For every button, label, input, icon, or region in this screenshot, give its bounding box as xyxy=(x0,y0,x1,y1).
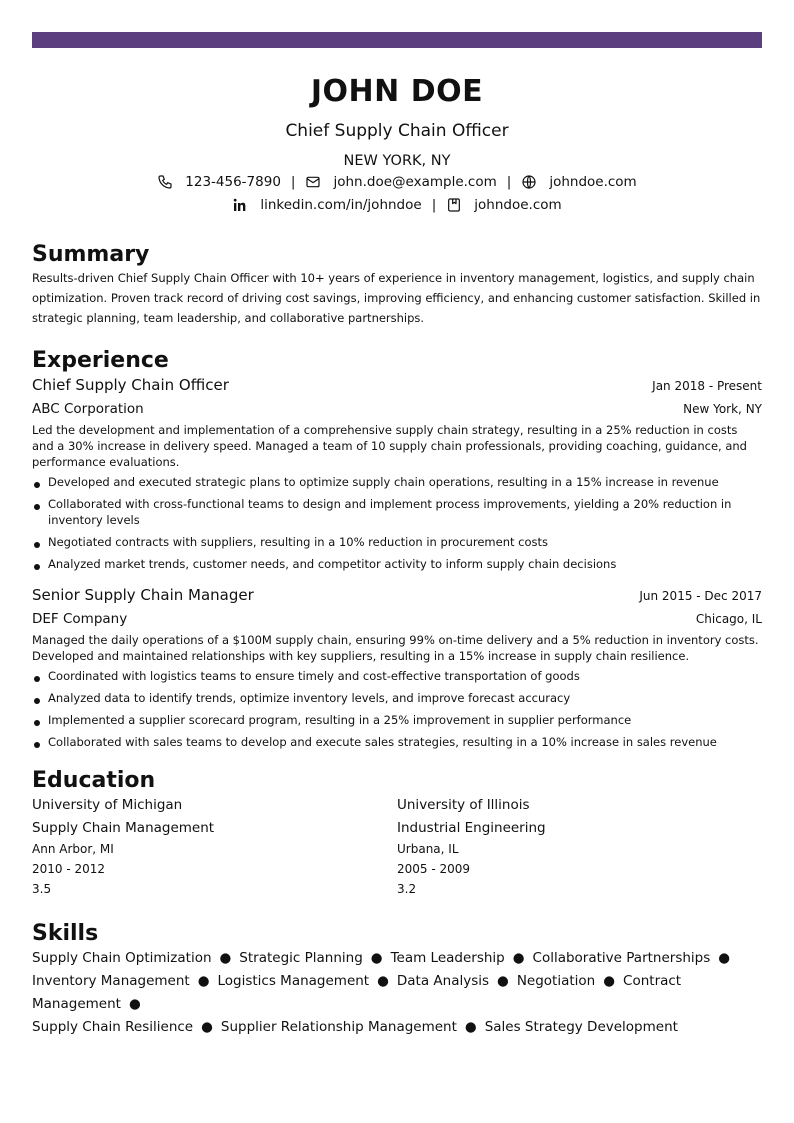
skill-item: Collaborative Partnerships xyxy=(532,950,711,966)
bullet-separator: ● xyxy=(377,973,389,989)
list-item: Coordinated with logistics teams to ensure timely and cost-effective transportation of goods xyxy=(32,668,762,684)
education-years: 2010 - 2012 xyxy=(32,862,106,876)
skill-item: Supplier Relationship Management xyxy=(220,1019,457,1035)
job-description: Led the development and implementation of a comprehensive supply chain strategy, resulting in a 25% reduction in costs and a 30% increase in delivery speed. Managed a team of 10 supply chain professionals, providing coaching, guidance, and performance evaluations. xyxy=(32,423,747,469)
candidate-name: JOHN DOE xyxy=(310,74,484,109)
school-name: University of Illinois xyxy=(397,797,530,813)
list-item: Analyzed data to identify trends, optimize inventory levels, and improve forecast accuracy xyxy=(32,690,762,706)
job-description: Managed the daily operations of a $100M supply chain, ensuring 99% on-time delivery and a 5% reduction in inventory costs. Developed and maintained relationships with key suppliers, resulting in a 15% increase in supply chain resilience. xyxy=(32,633,759,663)
job-entry xyxy=(32,374,762,572)
phone-icon xyxy=(157,174,173,190)
school-name: University of Michigan xyxy=(32,797,183,813)
skill-item: Supply Chain Resilience xyxy=(32,1019,194,1035)
school-location: Ann Arbor, MI xyxy=(32,842,114,856)
mail-icon xyxy=(305,174,321,190)
globe-icon xyxy=(521,174,537,190)
job-company: DEF Company xyxy=(32,611,128,627)
job-entry xyxy=(32,584,762,750)
skill-item: Logistics Management xyxy=(217,973,370,989)
candidate-location: NEW YORK, NY xyxy=(343,153,451,169)
job-dates: Jan 2018 - Present xyxy=(652,379,762,393)
linkedin-link[interactable]: linkedin.com/in/johndoe xyxy=(260,196,422,213)
email-link[interactable]: john.doe@example.com xyxy=(333,173,497,190)
gpa: 3.2 xyxy=(397,882,417,896)
education-heading: Education xyxy=(32,768,156,793)
website-link[interactable]: johndoe.com xyxy=(549,173,637,190)
bullet-separator: ● xyxy=(219,950,232,966)
list-item: Collaborated with cross-functional teams to design and implement process improvements, yielding a 20% reduction in inventory levels xyxy=(32,496,762,528)
bullet-separator: ● xyxy=(718,950,731,966)
job-title: Chief Supply Chain Officer xyxy=(32,376,229,394)
list-item: Developed and executed strategic plans to optimize supply chain operations, resulting in a 15% increase in revenue xyxy=(32,474,762,490)
skill-item: Sales Strategy Development xyxy=(484,1019,678,1035)
skill-item: Data Analysis xyxy=(396,973,490,989)
separator: | xyxy=(506,173,512,190)
degree: Supply Chain Management xyxy=(32,820,215,836)
degree: Industrial Engineering xyxy=(397,820,546,836)
candidate-role: Chief Supply Chain Officer xyxy=(285,121,509,141)
gpa: 3.5 xyxy=(32,882,52,896)
bullet-separator: ● xyxy=(603,973,616,989)
bullet-separator: ● xyxy=(497,973,509,989)
accent-bar xyxy=(32,32,762,48)
bullet-separator: ● xyxy=(512,950,525,966)
separator: | xyxy=(290,173,296,190)
phone-number[interactable]: 123-456-7890 xyxy=(185,173,281,190)
separator: | xyxy=(431,196,437,213)
contact-row-primary xyxy=(32,170,762,193)
job-location: New York, NY xyxy=(683,402,762,416)
job-bullets xyxy=(32,668,762,750)
education-grid xyxy=(32,794,762,899)
bullet-separator: ● xyxy=(464,1019,477,1035)
portfolio-icon xyxy=(446,197,462,213)
job-title: Senior Supply Chain Manager xyxy=(32,586,254,604)
bullet-separator: ● xyxy=(128,996,141,1012)
list-item: Implemented a supplier scorecard program, resulting in a 25% improvement in supplier performance xyxy=(32,712,762,728)
summary-text: Results-driven Chief Supply Chain Officer with 10+ years of experience in inventory management, logistics, and supply chain optimization. Proven track record of driving cost savings, improving efficiency, and enhancing customer satisfaction. Skilled in strategic planning, team leadership, and collaborative partnerships. xyxy=(32,271,761,325)
list-item: Negotiated contracts with suppliers, resulting in a 10% reduction in procurement costs xyxy=(32,534,762,550)
portfolio-link[interactable]: johndoe.com xyxy=(474,196,562,213)
skills-list xyxy=(32,947,752,1039)
skills-heading: Skills xyxy=(32,921,99,946)
skill-item: Strategic Planning xyxy=(239,950,363,966)
skill-item: Contract Management xyxy=(32,973,682,1012)
skill-item: Inventory Management xyxy=(32,973,190,989)
contact-row-secondary xyxy=(32,193,762,216)
education-entry xyxy=(397,794,762,899)
experience-heading: Experience xyxy=(32,348,169,373)
skill-item: Negotiation xyxy=(516,973,596,989)
bullet-separator: ● xyxy=(201,1019,213,1035)
linkedin-icon xyxy=(232,197,248,213)
list-item: Collaborated with sales teams to develop and execute sales strategies, resulting in a 10% increase in sales revenue xyxy=(32,734,762,750)
education-entry xyxy=(32,794,397,899)
job-location: Chicago, IL xyxy=(695,612,762,626)
school-location: Urbana, IL xyxy=(397,842,459,856)
summary-heading: Summary xyxy=(32,242,150,267)
skill-item: Team Leadership xyxy=(390,950,505,966)
education-years: 2005 - 2009 xyxy=(397,862,471,876)
resume xyxy=(32,72,762,1039)
bullet-separator: ● xyxy=(197,973,210,989)
job-bullets xyxy=(32,474,762,572)
list-item: Analyzed market trends, customer needs, and competitor activity to inform supply chain decisions xyxy=(32,556,762,572)
job-company: ABC Corporation xyxy=(32,401,144,417)
bullet-separator: ● xyxy=(370,950,383,966)
job-dates: Jun 2015 - Dec 2017 xyxy=(639,589,762,603)
skill-item: Supply Chain Optimization xyxy=(32,950,212,966)
